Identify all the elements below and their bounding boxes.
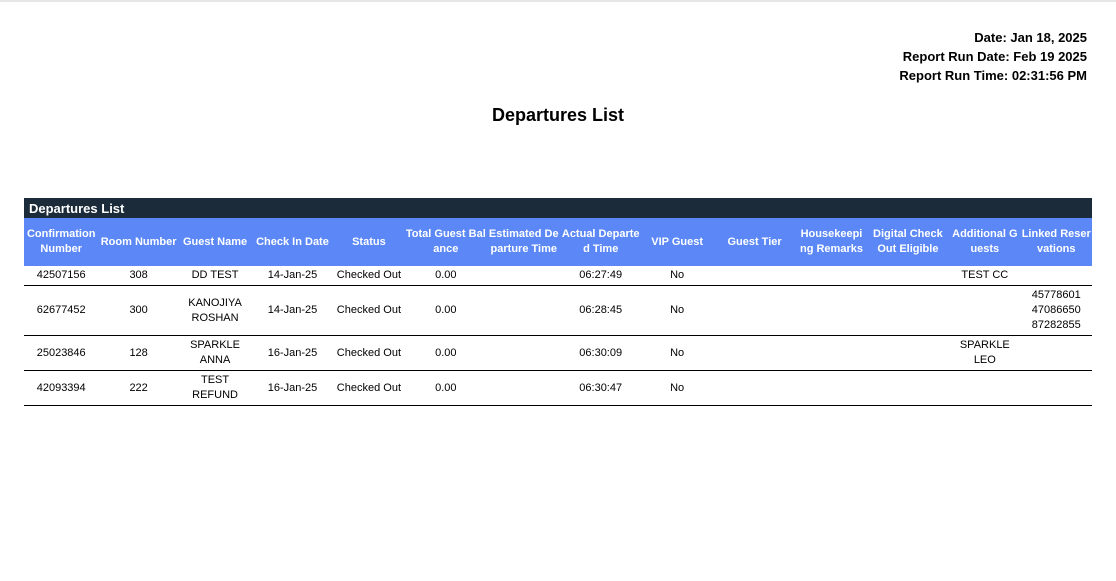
cell-additional-guests: SPARKLE LEO <box>949 336 1020 371</box>
report-run-time: Report Run Time: 02:31:56 PM <box>899 68 1087 83</box>
cell-total-guest-balance: 0.00 <box>404 266 487 286</box>
cell-estimated-departure-time <box>488 336 560 371</box>
page-title: Departures List <box>491 105 625 125</box>
cell-housekeeping-remarks <box>796 371 866 406</box>
cell-housekeeping-remarks <box>796 336 866 371</box>
report-meta <box>899 28 1087 85</box>
cell-status: Checked Out <box>334 286 404 336</box>
cell-confirmation-number: 42093394 <box>24 371 98 406</box>
col-vip-guest[interactable]: VIP Guest <box>651 235 703 248</box>
table-row <box>24 266 1092 286</box>
cell-status: Checked Out <box>334 371 404 406</box>
cell-digital-check-out-eligible <box>867 266 949 286</box>
cell-actual-departed-time: 06:27:49 <box>560 266 641 286</box>
cell-room-number: 128 <box>98 336 178 371</box>
cell-guest-name: SPARKLE ANNA <box>179 336 251 371</box>
cell-housekeeping-remarks <box>796 266 866 286</box>
cell-confirmation-number: 25023846 <box>24 336 98 371</box>
col-estimated-departure-time[interactable]: Estimated Departure Time <box>488 228 559 255</box>
col-linked-reservations[interactable]: Linked Reservations <box>1021 228 1091 255</box>
cell-total-guest-balance: 0.00 <box>404 286 487 336</box>
col-confirmation-number[interactable]: Confirmation Number <box>26 228 96 255</box>
col-check-in-date[interactable]: Check In Date <box>256 235 329 248</box>
cell-linked-reservations <box>1021 371 1092 406</box>
page-top-edge <box>0 0 1116 2</box>
section-header: Departures List <box>24 198 1092 218</box>
cell-vip-guest: No <box>641 371 712 406</box>
cell-linked-reservations <box>1021 336 1092 371</box>
cell-additional-guests: TEST CC <box>949 266 1020 286</box>
col-status[interactable]: Status <box>352 235 386 248</box>
col-total-guest-balance[interactable]: Total Guest Balance <box>405 228 486 255</box>
cell-actual-departed-time: 06:30:47 <box>560 371 641 406</box>
cell-digital-check-out-eligible <box>867 336 949 371</box>
cell-total-guest-balance: 0.00 <box>404 336 487 371</box>
departures-table <box>24 218 1092 406</box>
cell-room-number: 308 <box>98 266 178 286</box>
cell-digital-check-out-eligible <box>867 371 949 406</box>
cell-vip-guest: No <box>641 336 712 371</box>
cell-check-in-date: 16-Jan-25 <box>251 336 333 371</box>
table-header-row <box>24 218 1092 266</box>
col-actual-departed-time[interactable]: Actual Departed Time <box>561 228 640 255</box>
cell-check-in-date: 16-Jan-25 <box>251 371 333 406</box>
cell-guest-tier <box>713 371 796 406</box>
cell-guest-tier <box>713 336 796 371</box>
cell-estimated-departure-time <box>488 371 560 406</box>
report-date: Date: Jan 18, 2025 <box>974 30 1087 45</box>
cell-guest-tier <box>713 286 796 336</box>
cell-housekeeping-remarks <box>796 286 866 336</box>
cell-linked-reservations <box>1021 266 1092 286</box>
cell-room-number: 300 <box>98 286 178 336</box>
report-run-date: Report Run Date: Feb 19 2025 <box>902 49 1087 64</box>
cell-status: Checked Out <box>334 336 404 371</box>
cell-guest-name: DD TEST <box>179 266 251 286</box>
col-digital-check-out-eligible[interactable]: Digital Check Out Eligible <box>873 228 943 255</box>
col-room-number[interactable]: Room Number <box>100 235 177 248</box>
cell-confirmation-number: 42507156 <box>24 266 98 286</box>
col-housekeeping-remarks[interactable]: Housekeeping Remarks <box>799 228 863 255</box>
col-additional-guests[interactable]: Additional Guests <box>952 228 1018 255</box>
cell-linked-reservations: 45778601 47086650 87282855 <box>1021 286 1092 336</box>
cell-check-in-date: 14-Jan-25 <box>251 266 333 286</box>
cell-additional-guests <box>949 371 1020 406</box>
cell-estimated-departure-time <box>488 286 560 336</box>
cell-room-number: 222 <box>98 371 178 406</box>
cell-actual-departed-time: 06:28:45 <box>560 286 641 336</box>
cell-status: Checked Out <box>334 266 404 286</box>
departures-table-section <box>24 198 1092 406</box>
cell-guest-name: KANOJIYA ROSHAN <box>179 286 251 336</box>
cell-total-guest-balance: 0.00 <box>404 371 487 406</box>
col-guest-tier[interactable]: Guest Tier <box>727 235 782 248</box>
cell-vip-guest: No <box>641 266 712 286</box>
col-guest-name[interactable]: Guest Name <box>182 235 248 248</box>
table-row <box>24 371 1092 406</box>
table-row <box>24 286 1092 336</box>
table-row <box>24 336 1092 371</box>
cell-additional-guests <box>949 286 1020 336</box>
cell-guest-name: TEST REFUND <box>179 371 251 406</box>
cell-actual-departed-time: 06:30:09 <box>560 336 641 371</box>
cell-vip-guest: No <box>641 286 712 336</box>
cell-estimated-departure-time <box>488 266 560 286</box>
cell-confirmation-number: 62677452 <box>24 286 98 336</box>
cell-check-in-date: 14-Jan-25 <box>251 286 333 336</box>
cell-digital-check-out-eligible <box>867 286 949 336</box>
cell-guest-tier <box>713 266 796 286</box>
